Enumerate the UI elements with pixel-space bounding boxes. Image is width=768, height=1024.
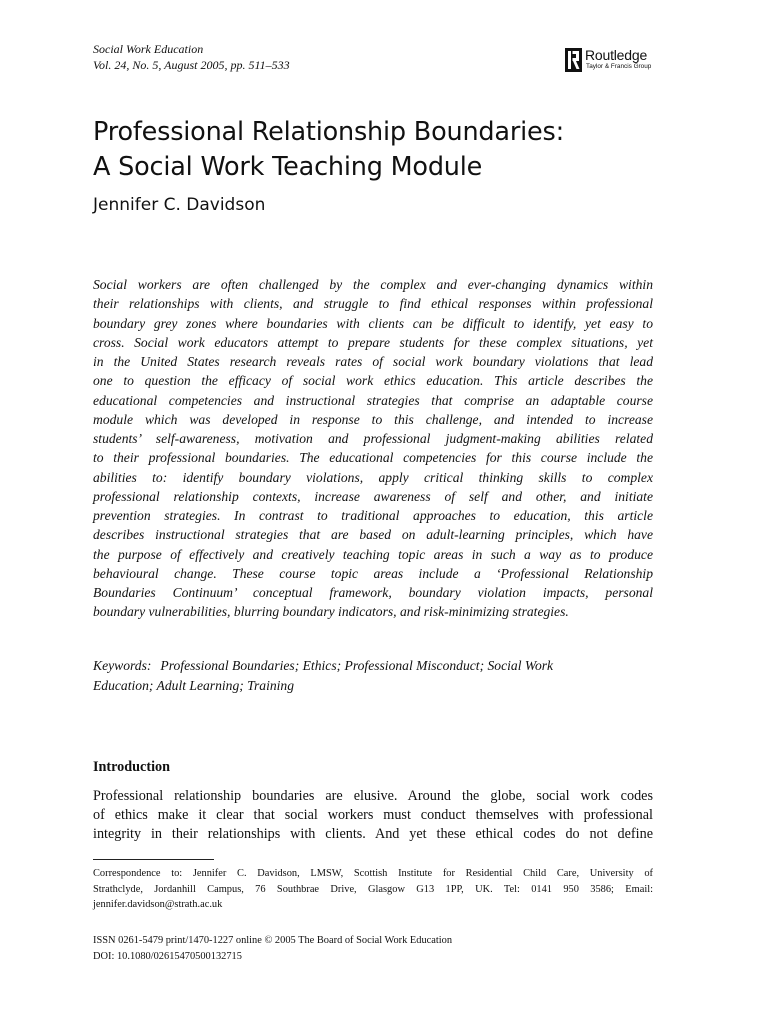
abstract-line: Boundaries Continuum’ conceptual framework, boundary violation impacts, personal (93, 585, 653, 600)
correspondence-line: Correspondence to: Jennifer C. Davidson, LMSW, Scottish Institute for Residential Child Care, University of (93, 868, 653, 879)
article-title (93, 115, 693, 185)
body-line: integrity in their relationships with clients. And yet these ethical codes do not define (93, 826, 653, 842)
abstract-line: to their professional boundaries. The educational competencies for this course include the (93, 450, 653, 466)
journal-name: Social Work Education (93, 42, 204, 56)
abstract-line: their relationships with clients, and struggle to find ethical responses within professional (93, 296, 653, 312)
article-author: Jennifer C. Davidson (93, 195, 266, 215)
publisher-name: Routledge (585, 47, 648, 63)
journal-volume: Vol. 24, No. 5, August 2005, pp. 511–533 (93, 57, 290, 72)
publisher-logo (565, 46, 665, 74)
publication-info (93, 933, 452, 964)
abstract-line: boundary vulnerabilities, blurring boundary indicators, and risk-minimizing strategies. (93, 604, 569, 620)
keywords (93, 656, 653, 695)
abstract-line: module which was developed in response to this challenge, and intended to increase (93, 411, 653, 427)
correspondence-email: jennifer.davidson@strath.ac.uk (93, 899, 223, 910)
footnote-divider (93, 859, 214, 860)
abstract-line: cross. Social work educators attempt to prepare students for these complex situations, yet (93, 334, 653, 350)
body-line: of ethics make it clear that social workers must conduct themselves with professional (93, 807, 653, 823)
abstract-line: prevention strategies. In contrast to traditional approaches to education, this article (93, 508, 653, 523)
abstract-line: professional relationship contexts, increase awareness of self and other, and initiate (93, 488, 653, 504)
body-line: Professional relationship boundaries are elusive. Around the globe, social work codes (93, 788, 653, 804)
introduction-body (93, 787, 653, 844)
keywords-list: Professional Boundaries; Ethics; Professional Misconduct; Social Work (160, 658, 554, 673)
publisher-group: Taylor & Francis Group (586, 63, 652, 70)
correspondence-line: Strathclyde, Jordanhill Campus, 76 Southbrae Drive, Glasgow G13 1PP, UK. Tel: 0141 950 3586; Email: (93, 883, 653, 895)
abstract-line: behavioural change. These course topic areas include a ‘Professional Relationship (93, 565, 653, 581)
keywords-list-continued: Education; Adult Learning; Training (93, 677, 295, 693)
abstract-line: in the United States research reveals rates of social work boundary violations that lead (93, 354, 653, 369)
article-title-line: Professional Relationship Boundaries: (93, 117, 564, 147)
abstract (93, 275, 653, 622)
abstract-line: Social workers are often challenged by the complex and ever-changing dynamics within (93, 277, 653, 292)
abstract-line: describes instructional strategies that are based on adult-learning principles, which have (93, 527, 653, 543)
issn-line: ISSN 0261-5479 print/1470-1227 online © 2005 The Board of Social Work Education (93, 935, 453, 946)
article-title-line: A Social Work Teaching Module (93, 152, 483, 182)
routledge-logo-mark-icon (565, 48, 582, 72)
section-heading: Introduction (93, 759, 170, 775)
abstract-line: one to question the efficacy of social work ethics education. This article describes the (93, 373, 653, 389)
abstract-line: abilities to: identify boundary violations, apply critical thinking skills to complex (93, 469, 653, 485)
journal-header (93, 42, 290, 73)
abstract-line: the purpose of effectively and creatively teaching topic areas in such a way as to produce (93, 546, 653, 562)
abstract-line: students’ self-awareness, motivation and professional judgment-making abilities related (93, 431, 653, 446)
correspondence-footnote (93, 866, 653, 913)
doi-line: DOI: 10.1080/02615470500132715 (93, 950, 242, 962)
abstract-line: educational competencies and instructional strategies that comprise an adaptable course (93, 392, 653, 408)
keywords-label: Keywords: (93, 658, 152, 673)
abstract-line: boundary grey zones where boundaries with clients can be difficult to identify, yet easy to (93, 315, 653, 331)
